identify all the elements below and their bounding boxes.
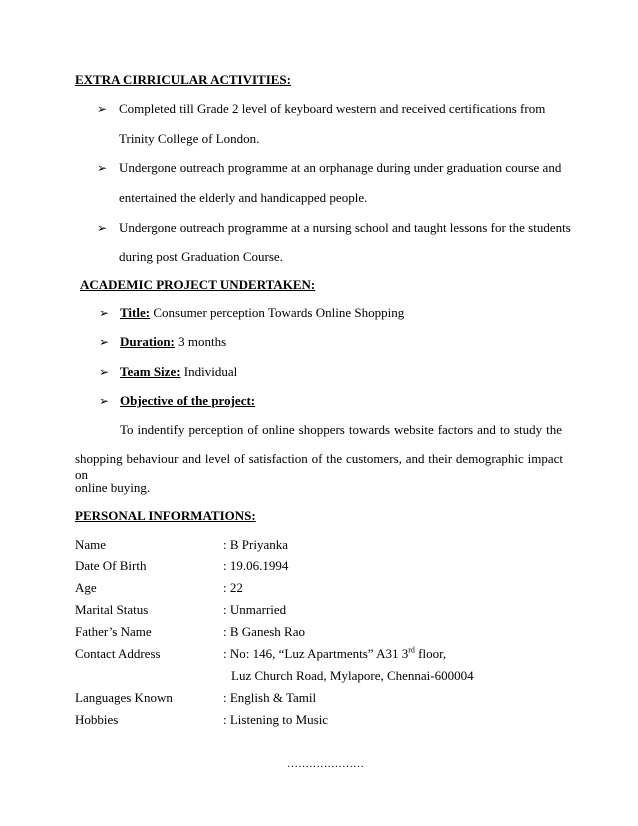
footer-dots: ………………… <box>287 758 364 770</box>
extra-item-1-line-1: Completed till Grade 2 level of keyboard western and received certifications from <box>119 101 546 116</box>
project-duration-value: 3 months <box>178 334 227 349</box>
project-title-value: Consumer perception Towards Online Shopping <box>153 305 405 320</box>
project-duration-label: Duration: <box>120 334 175 349</box>
arrow-bullet-icon: ➢ <box>99 335 110 349</box>
contact-address-label: Contact Address <box>75 646 161 661</box>
name-value: : B Priyanka <box>223 537 288 552</box>
arrow-bullet-icon: ➢ <box>97 161 108 175</box>
personal-info-heading: PERSONAL INFORMATIONS: <box>75 508 256 523</box>
dob-label: Date Of Birth <box>75 558 147 573</box>
languages-value: : English & Tamil <box>223 690 317 705</box>
age-value: : 22 <box>223 580 243 595</box>
project-team-size-label: Team Size: <box>120 364 181 379</box>
project-team-size-line <box>120 364 237 380</box>
extra-item-3-line-1: Undergone outreach programme at a nursing school and taught lessons for the students <box>119 220 571 235</box>
contact-address-part: : No: 146, “Luz Apartments” A31 3 <box>223 646 409 661</box>
languages-label: Languages Known <box>75 690 173 705</box>
arrow-bullet-icon: ➢ <box>97 102 108 116</box>
extra-item-1-line-2: Trinity College of London. <box>119 131 260 146</box>
fathers-name-label: Father’s Name <box>75 624 152 639</box>
project-title-label: Title: <box>120 305 151 320</box>
marital-status-label: Marital Status <box>75 602 149 617</box>
project-objective-line-1: To indentify perception of online shoppers towards website factors and to study the <box>120 422 562 437</box>
arrow-bullet-icon: ➢ <box>97 221 108 235</box>
project-duration-line <box>120 334 226 350</box>
project-objective-line-3: online buying. <box>75 480 151 495</box>
contact-address-part-end: floor, <box>414 646 447 661</box>
fathers-name-value: : B Ganesh Rao <box>223 624 305 639</box>
extra-item-3-line-2: during post Graduation Course. <box>119 249 283 264</box>
name-label: Name <box>75 537 107 552</box>
project-objective-label: Objective of the project: <box>120 393 256 408</box>
dob-value: : 19.06.1994 <box>223 558 289 573</box>
arrow-bullet-icon: ➢ <box>99 306 110 320</box>
marital-status-value: : Unmarried <box>223 602 287 617</box>
contact-address-line-1 <box>223 646 446 662</box>
contact-address-superscript: rd <box>408 645 415 655</box>
project-team-size-value: Individual <box>183 364 238 379</box>
academic-project-heading: ACADEMIC PROJECT UNDERTAKEN: <box>80 277 316 292</box>
project-title-line <box>120 305 404 321</box>
extra-item-2-line-2: entertained the elderly and handicapped people. <box>119 190 368 205</box>
arrow-bullet-icon: ➢ <box>99 365 110 379</box>
hobbies-value: : Listening to Music <box>223 712 329 727</box>
contact-address-line-2: Luz Church Road, Mylapore, Chennai-600004 <box>231 668 474 683</box>
project-objective-line-2: shopping behaviour and level of satisfaction of the customers, and their demographic impact on <box>75 451 563 482</box>
extra-curricular-heading: EXTRA CIRRICULAR ACTIVITIES: <box>75 72 291 87</box>
extra-item-2-line-1: Undergone outreach programme at an orphanage during under graduation course and <box>119 160 562 175</box>
hobbies-label: Hobbies <box>75 712 119 727</box>
age-label: Age <box>75 580 97 595</box>
arrow-bullet-icon: ➢ <box>99 394 110 408</box>
